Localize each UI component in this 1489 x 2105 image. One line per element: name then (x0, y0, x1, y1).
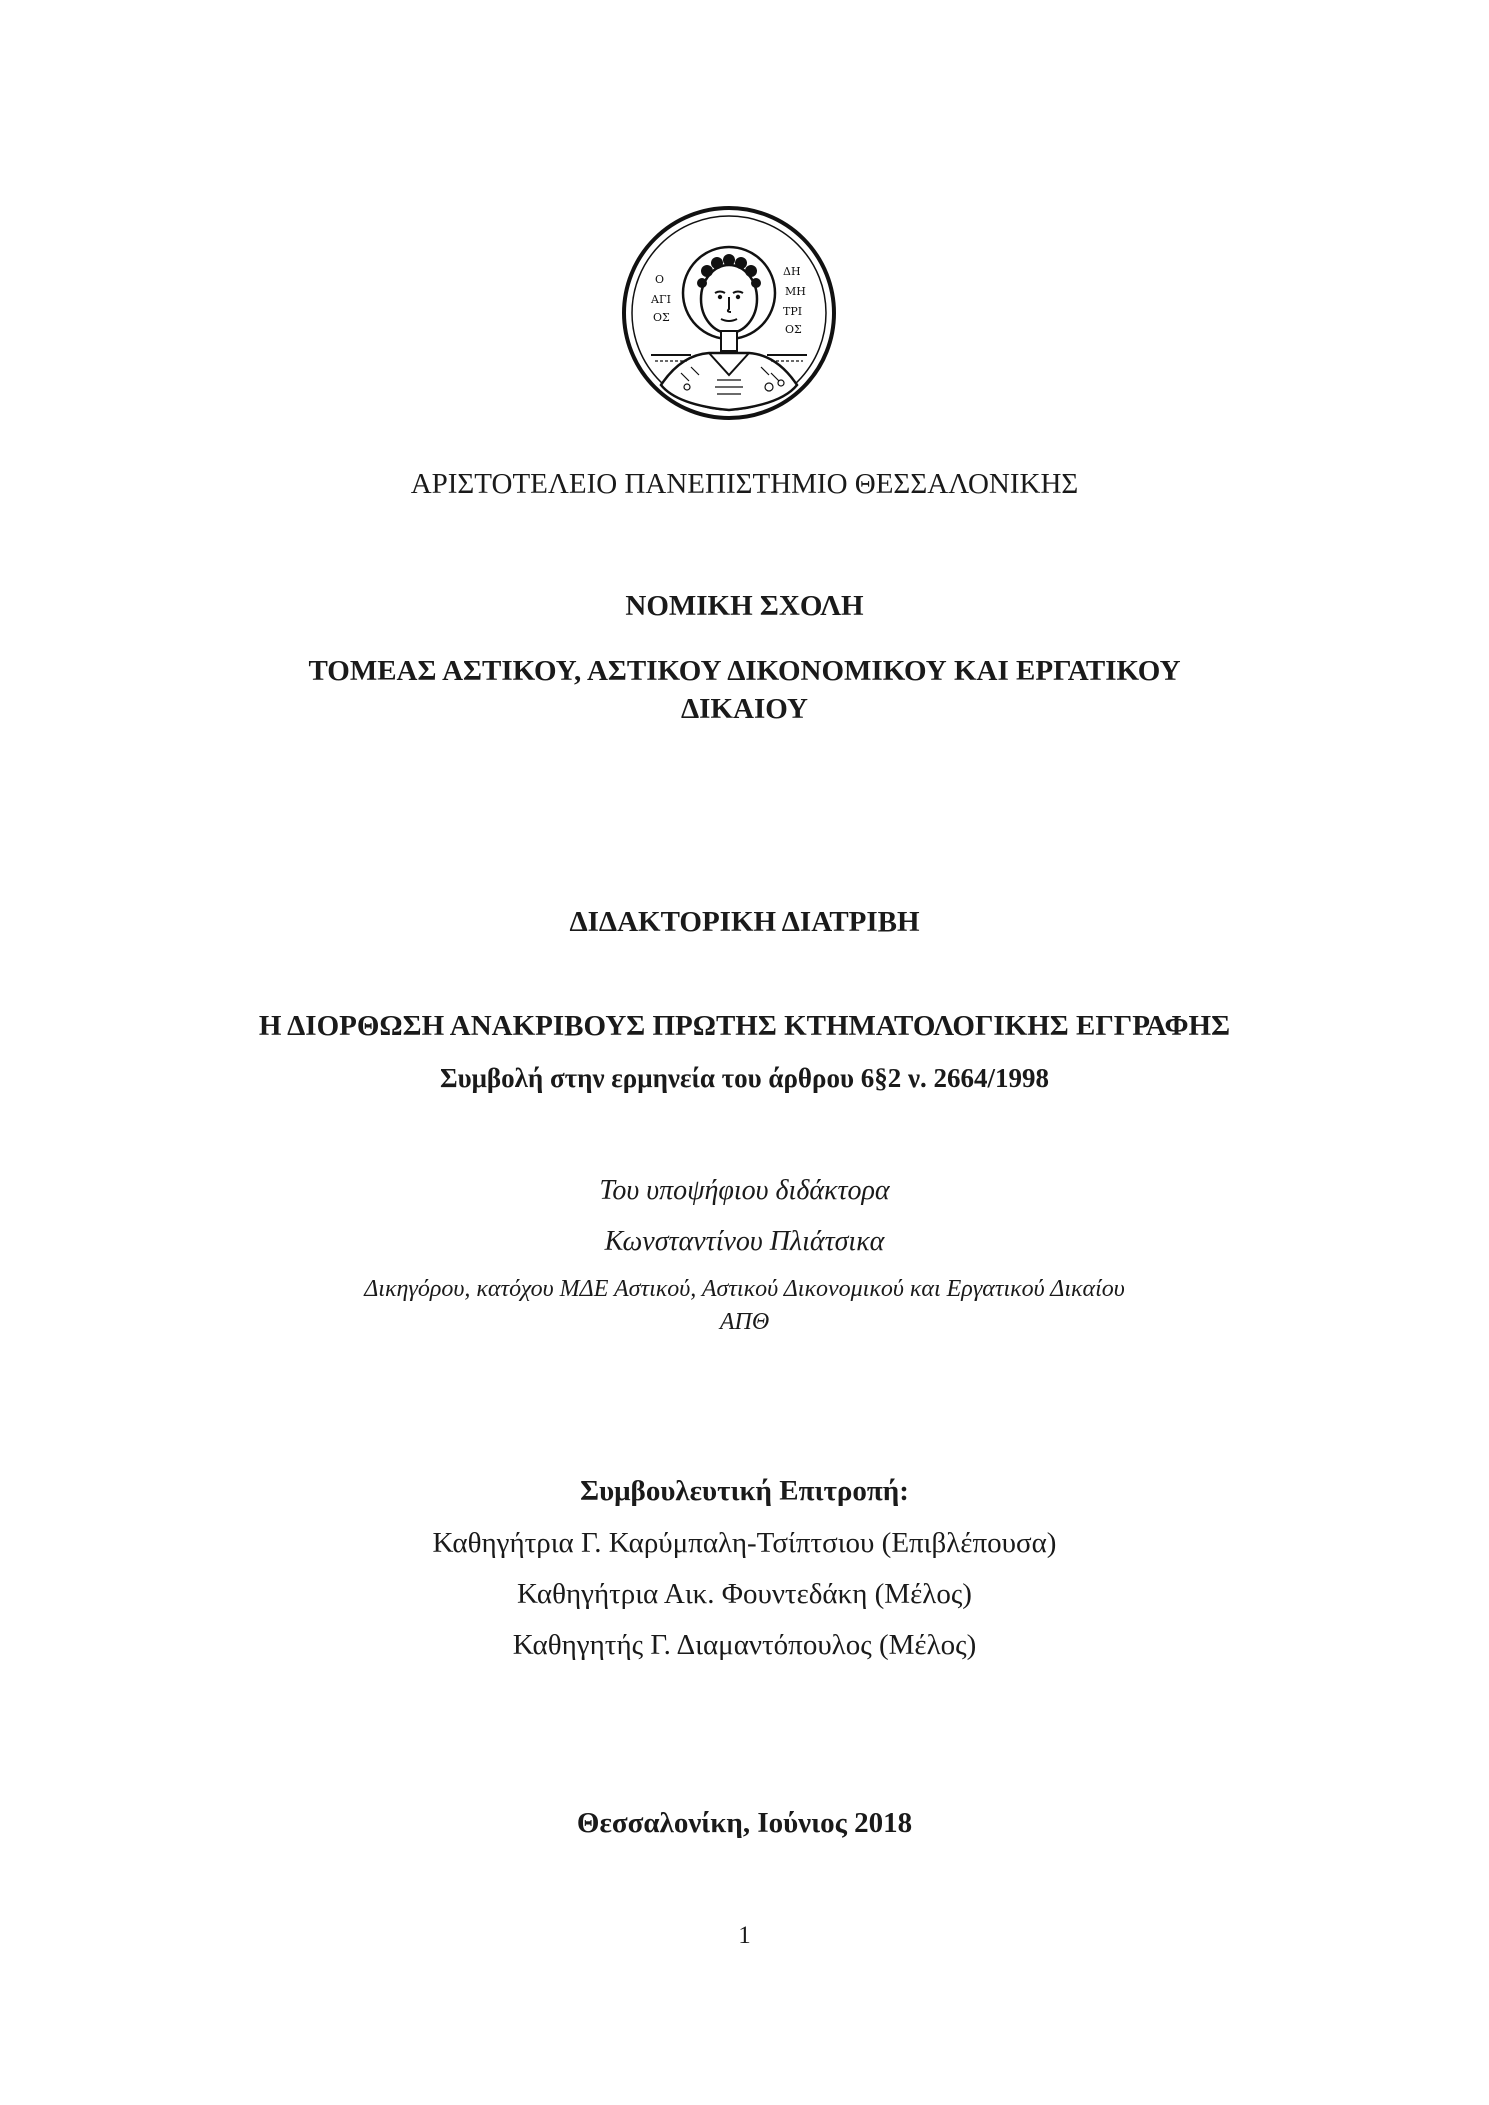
svg-text:ΑΓΙ: ΑΓΙ (651, 293, 671, 306)
svg-text:Ο: Ο (655, 273, 665, 286)
department-line-2: ΔΙΚΑΙΟΥ (680, 693, 808, 725)
place-date: Θεσσαλονίκη, Ιούνιος 2018 (576, 1807, 913, 1839)
committee-heading: Συμβουλευτική Επιτροπή: (580, 1475, 909, 1507)
thesis-title: Η ΔΙΟΡΘΩΣΗ ΑΝΑΚΡΙΒΟΥΣ ΠΡΩΤΗΣ ΚΤΗΜΑΤΟΛΟΓΙΚΗΣ ΕΓΓΡΑΦΗΣ (258, 1010, 1231, 1042)
committee-member: Καθηγήτρια Αικ. Φουντεδάκη (Μέλος) (517, 1578, 972, 1610)
committee-member: Καθηγήτρια Γ. Καρύμπαλη-Τσίπτσιου (Επιβλέπουσα) (432, 1527, 1057, 1559)
university-name: ΑΡΙΣΤΟΤΕΛΕΙΟ ΠΑΝΕΠΙΣΤΗΜΙΟ ΘΕΣΣΑΛΟΝΙΚΗΣ (410, 468, 1079, 500)
page-number: 1 (738, 1922, 751, 1949)
author-intro: Του υποψήφιου διδάκτορα (599, 1175, 890, 1206)
document-type: ΔΙΔΑΚΤΟΡΙΚΗ ΔΙΑΤΡΙΒΗ (569, 906, 920, 938)
svg-text:ΟΣ: ΟΣ (653, 311, 670, 324)
author-credentials-line-2: ΑΠΘ (719, 1309, 770, 1335)
department-line-1: ΤΟΜΕΑΣ ΑΣΤΙΚΟΥ, ΑΣΤΙΚΟΥ ΔΙΚΟΝΟΜΙΚΟΥ ΚΑΙ ΕΡΓΑΤΙΚΟΥ (308, 655, 1181, 687)
svg-text:ΔΗ: ΔΗ (783, 265, 801, 278)
school-name: ΝΟΜΙΚΗ ΣΧΟΛΗ (625, 590, 864, 622)
committee-member: Καθηγητής Γ. Διαμαντόπουλος (Μέλος) (512, 1629, 977, 1661)
thesis-subtitle: Συμβολή στην ερμηνεία του άρθρου 6§2 ν. 2664/1998 (439, 1063, 1050, 1093)
svg-text:ΟΣ: ΟΣ (785, 323, 802, 336)
author-name: Κωνσταντίνου Πλιάτσικα (604, 1226, 885, 1257)
author-credentials-line-1: Δικηγόρου, κατόχου ΜΔΕ Αστικού, Αστικού Δικονομικού και Εργατικού Δικαίου (364, 1276, 1125, 1302)
svg-text:ΜΗ: ΜΗ (785, 285, 806, 298)
svg-text:ΤΡΙ: ΤΡΙ (783, 305, 803, 318)
university-seal-icon (621, 205, 837, 421)
